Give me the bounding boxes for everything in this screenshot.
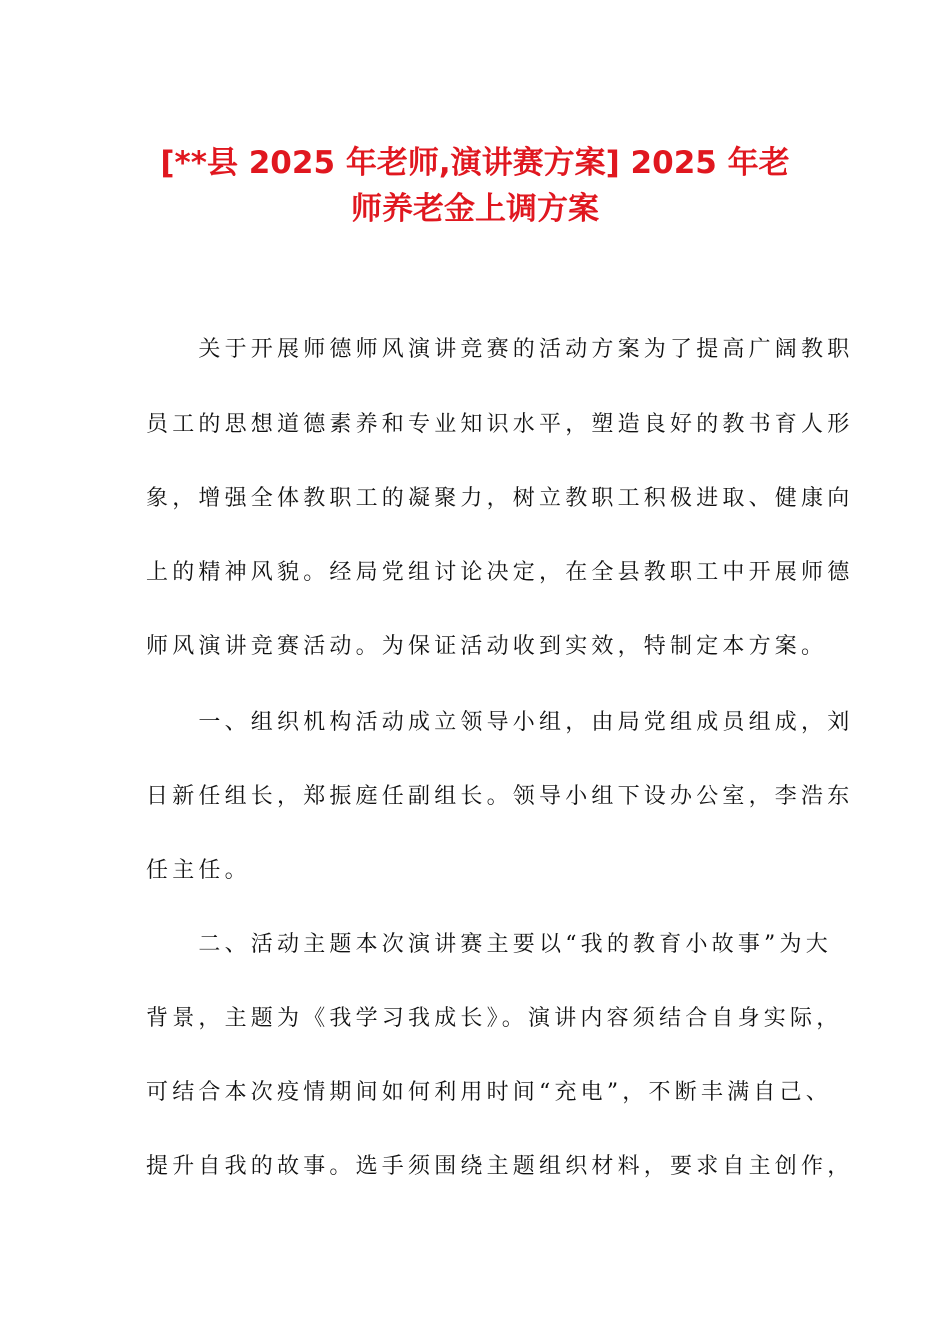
body-line: 一、组织机构活动成立领导小组，由局党组成员组成，刘 bbox=[146, 710, 854, 735]
title-line-2: 师养老金上调方案 bbox=[351, 191, 599, 227]
body-line: 师风演讲竞赛活动。为保证活动收到实效，特制定本方案。 bbox=[146, 634, 828, 659]
body-line: 提升自我的故事。选手须围绕主题组织材料，要求自主创作， bbox=[146, 1154, 854, 1179]
title-line-1: [**县 2025 年老师,演讲赛方案] 2025 年老 bbox=[160, 145, 790, 181]
body-line: 背景，主题为《我学习我成长》。演讲内容须结合自身实际， bbox=[146, 1006, 843, 1031]
body-line: 象，增强全体教职工的凝聚力，树立教职工积极进取、健康向 bbox=[146, 486, 854, 511]
body-line: 日新任组长，郑振庭任副组长。领导小组下设办公室，李浩东 bbox=[146, 784, 854, 809]
document-title bbox=[120, 140, 830, 232]
body-line: 任主任。 bbox=[146, 858, 251, 883]
body-line: 员工的思想道德素养和专业知识水平，塑造良好的教书育人形 bbox=[146, 412, 854, 437]
body-line: 关于开展师德师风演讲竞赛的活动方案为了提高广阔教职 bbox=[146, 337, 854, 362]
body-line: 可结合本次疫情期间如何利用时间“充电”，不断丰满自己、 bbox=[146, 1080, 832, 1105]
body-line: 二、活动主题本次演讲赛主要以“我的教育小故事”为大 bbox=[146, 932, 832, 957]
body-line: 上的精神风貌。经局党组讨论决定，在全县教职工中开展师德 bbox=[146, 560, 854, 585]
